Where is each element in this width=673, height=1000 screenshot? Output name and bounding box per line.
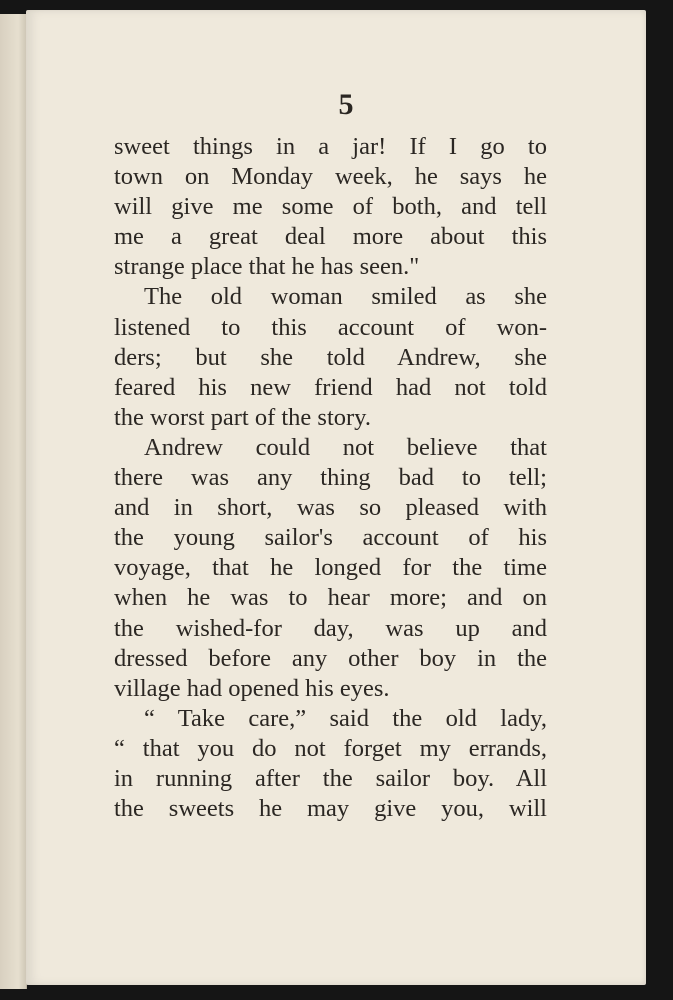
text-line: The old woman smiled as she — [144, 283, 547, 311]
text-line: town on Monday week, he says he — [114, 163, 547, 191]
page-text — [114, 132, 547, 824]
text-line: the sweets he may give you, will — [114, 795, 547, 823]
text-line: Andrew could not believe that — [144, 433, 547, 461]
page-number: 5 — [338, 88, 354, 121]
previous-page-edge — [0, 14, 27, 989]
text-line: me a great deal more about this — [114, 223, 547, 251]
text-line: dressed before any other boy in the — [114, 644, 547, 672]
text-line: “ Take care,” said the old lady, — [144, 704, 547, 732]
text-line: and in short, was so pleased with — [114, 494, 547, 522]
text-line: listened to this account of won- — [114, 313, 547, 341]
text-line: the wished-for day, was up and — [114, 614, 547, 642]
text-line: there was any thing bad to tell; — [114, 464, 547, 492]
text-line: feared his new friend had not told — [114, 373, 547, 401]
text-line: when he was to hear more; and on — [114, 584, 547, 612]
text-line: strange place that he has seen." — [114, 253, 420, 281]
text-line: sweet things in a jar! If I go to — [114, 133, 547, 160]
text-line: voyage, that he longed for the time — [114, 554, 547, 582]
text-line: will give me some of both, and tell — [114, 193, 547, 221]
text-line: the young sailor's account of his — [114, 524, 547, 552]
text-line: in running after the sailor boy. All — [114, 764, 547, 792]
text-line: ders; but she told Andrew, she — [114, 343, 547, 371]
text-line: “ that you do not forget my errands, — [114, 734, 547, 762]
text-line: the worst part of the story. — [114, 403, 371, 431]
text-line: village had opened his eyes. — [114, 674, 390, 702]
